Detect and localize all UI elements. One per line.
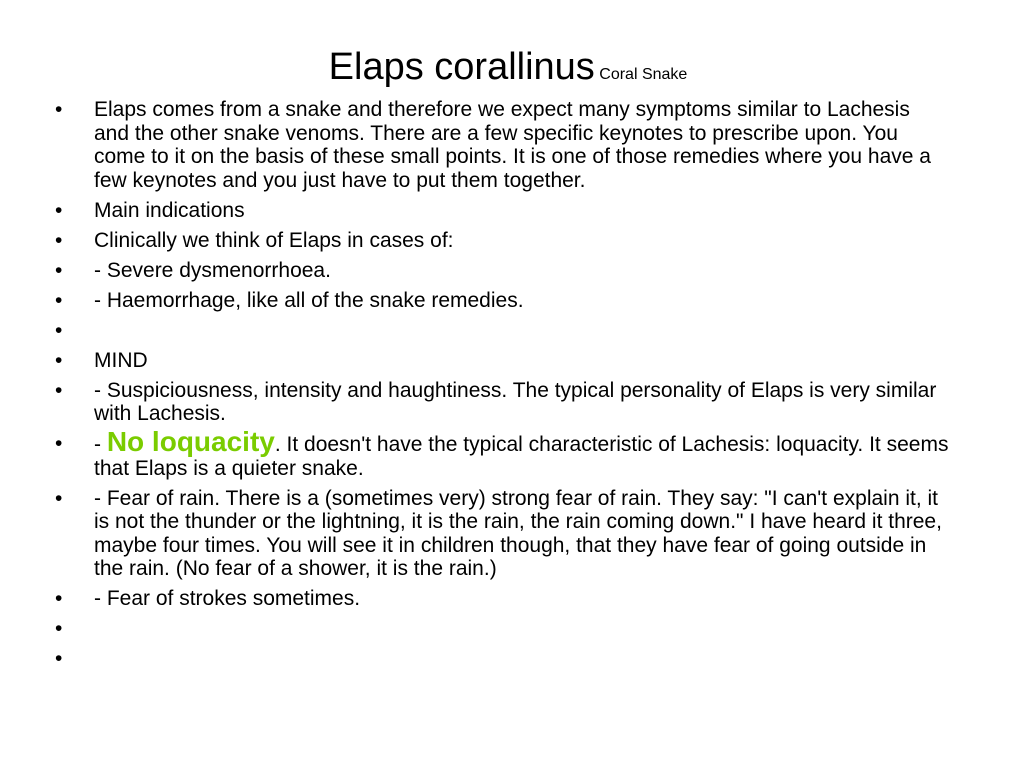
bullet-text: - Fear of strokes sometimes. <box>94 587 361 610</box>
bullet-icon: • <box>55 647 63 670</box>
bullet-item <box>50 229 950 253</box>
bullet-text: - Suspiciousness, intensity and haughtiness. The typical personality of Elaps is very similar with Lachesis. <box>94 378 937 425</box>
bullet-icon: • <box>55 432 63 455</box>
bullet-text: - Fear of rain. There is a (sometimes very) strong fear of rain. They say: "I can't explain it, it is not the thunder or the lightning, it is the rain, the rain coming down." I have heard it three, maybe four times. You will see it in children though, that they have fear of going outside in the rain. (No fear of a shower, it is the rain.) <box>94 486 942 580</box>
bullet-icon: • <box>55 486 63 510</box>
title-subtitle: Coral Snake <box>599 66 688 83</box>
bullet-icon: • <box>55 587 63 610</box>
bullet-item <box>50 487 950 581</box>
bullet-item-empty <box>50 617 950 641</box>
bullet-item <box>50 259 950 283</box>
bullet-icon: • <box>55 617 63 640</box>
bullet-icon: • <box>55 98 63 121</box>
bullet-text <box>94 426 949 480</box>
bullet-text: Clinically we think of Elaps in cases of: <box>94 228 454 252</box>
bullet-icon: • <box>55 348 63 372</box>
bullet-item <box>50 289 950 313</box>
bullet-icon: • <box>55 288 63 312</box>
bullet-icon: • <box>55 378 63 402</box>
bullet-text: - Haemorrhage, like all of the snake remedies. <box>94 288 524 312</box>
bullet-item <box>50 98 950 192</box>
title-main: Elaps corallinus <box>328 46 595 88</box>
slide-title <box>0 44 1016 98</box>
bullet-suffix: . It doesn't have the typical characteristic of Lachesis: loquacity. It seems that Elaps is a quieter snake. <box>94 433 949 480</box>
bullet-item <box>50 379 950 426</box>
bullet-text-heading: MIND <box>94 348 148 372</box>
bullet-item-empty <box>50 647 950 671</box>
bullet-list <box>50 98 950 677</box>
bullet-prefix: - <box>94 433 107 456</box>
bullet-item-empty <box>50 319 950 343</box>
bullet-text: Main indications <box>94 198 245 222</box>
bullet-item <box>50 349 950 373</box>
bullet-item <box>50 587 950 611</box>
bullet-icon: • <box>55 318 63 342</box>
bullet-text: - Severe dysmenorrhoea. <box>94 258 331 282</box>
bullet-icon: • <box>55 228 63 252</box>
bullet-item <box>50 199 950 223</box>
bullet-icon: • <box>55 258 63 282</box>
bullet-icon: • <box>55 198 63 222</box>
bullet-item <box>50 426 950 480</box>
highlight-text: No loquacity <box>106 426 275 457</box>
bullet-text: Elaps comes from a snake and therefore we expect many symptoms similar to Lachesis and the other snake venoms. There are a few specific keynotes to prescribe upon. You come to it on the basis of these small points. It is one of those remedies where you have a few keynotes and you just have to put them together. <box>94 98 931 192</box>
